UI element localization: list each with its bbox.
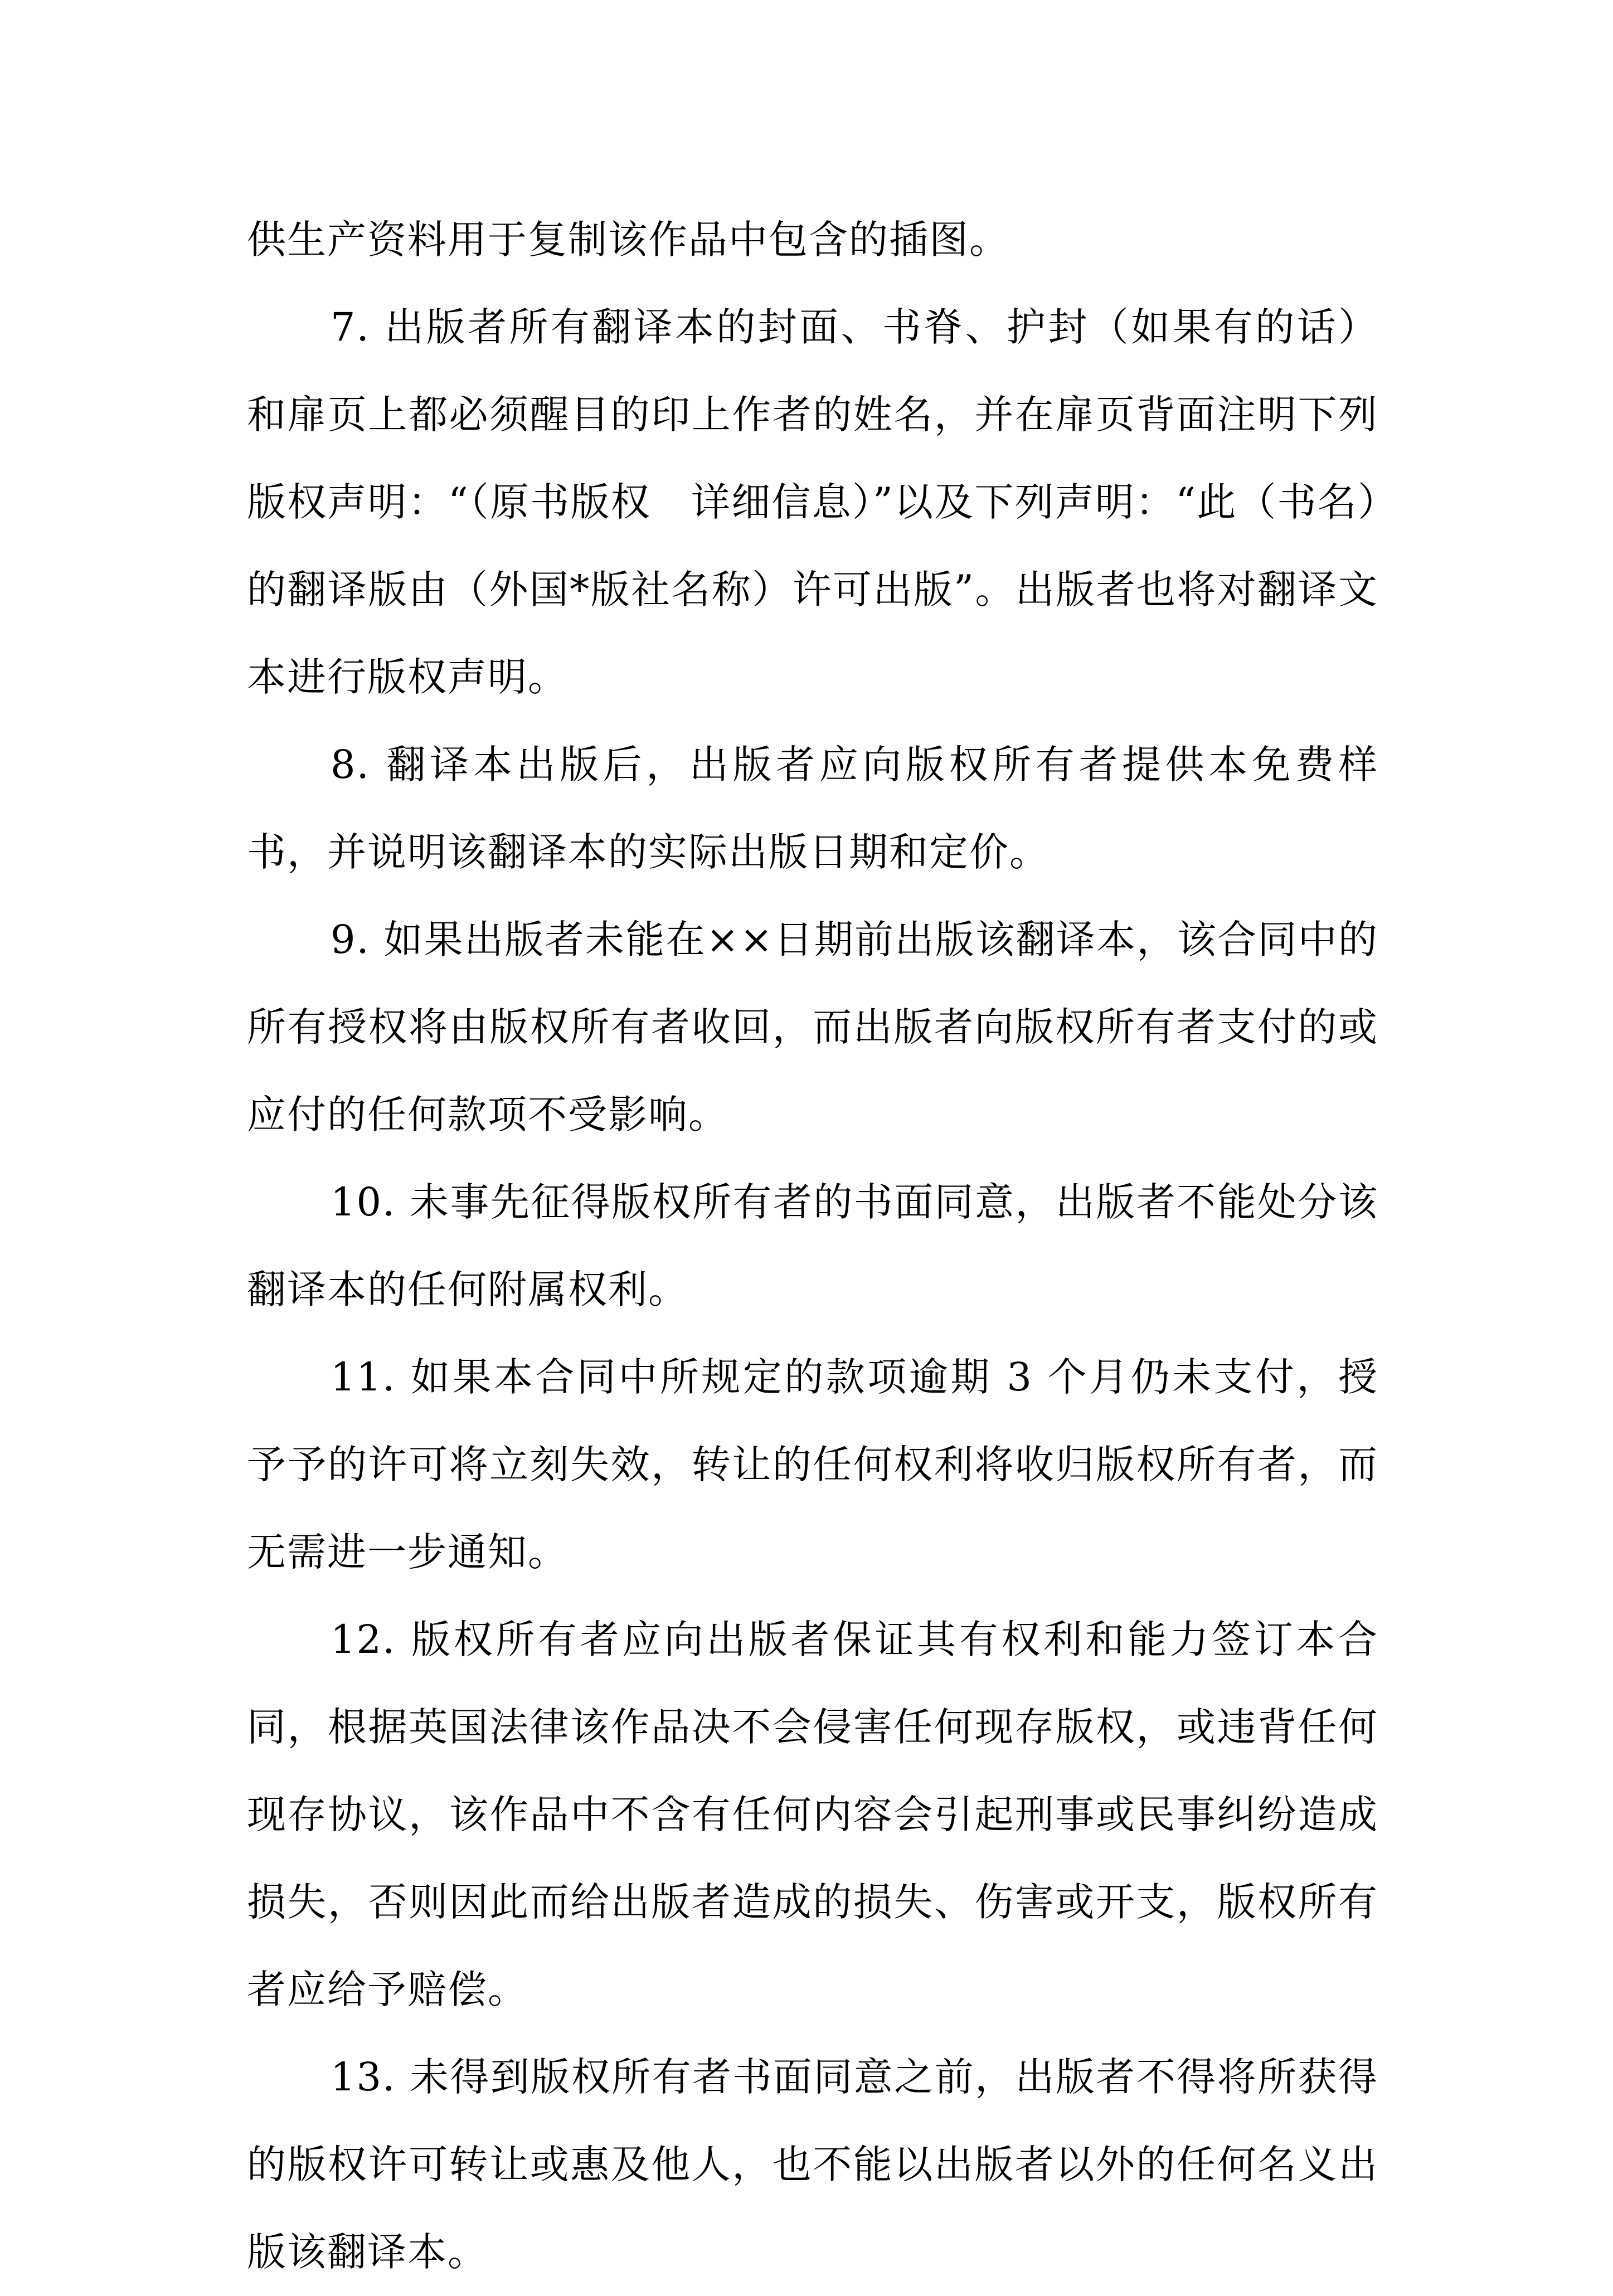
paragraph-continuation: 供生产资料用于复制该作品中包含的插图。 <box>247 217 1009 262</box>
clause-7: 7. 出版者所有翻译本的封面、书脊、护封（如果有的话）和扉页上都必须醒目的印上作者的姓名，并在扉页背面注明下列版权声明：“（原书版权 详细信息）”以及下列声明：“此（书名）的翻译版由（外国*版社名称）许可出版”。出版者也将对翻译文本进行版权声明。 <box>247 304 1378 700</box>
clause-11: 11. 如果本合同中所规定的款项逾期 3 个月仍未支付，授予予的许可将立刻失效，转让的任何权利将收归版权所有者，而无需进一步通知。 <box>247 1354 1378 1575</box>
clause-10: 10. 未事先征得版权所有者的书面同意，出版者不能处分该翻译本的任何附属权利。 <box>247 1179 1378 1312</box>
clause-13: 13. 未得到版权所有者书面同意之前，出版者不得将所获得的版权许可转让或惠及他人，也不能以出版者以外的任何名义出版该翻译本。 <box>247 2054 1378 2275</box>
clause-12: 12. 版权所有者应向出版者保证其有权利和能力签订本合同，根据英国法律该作品决不会侵害任何现存版权，或违背任何现存协议，该作品中不含有任何内容会引起刑事或民事纠纷造成损失，否则因此而给出版者造成的损失、伤害或开支，版权所有者应给予赔偿。 <box>247 1617 1378 2012</box>
clause-9: 9. 如果出版者未能在××日期前出版该翻译本，该合同中的所有授权将由版权所有者收回，而出版者向版权所有者支付的或应付的任何款项不受影响。 <box>247 917 1378 1137</box>
clause-8: 8. 翻译本出版后，出版者应向版权所有者提供本免费样书，并说明该翻译本的实际出版日期和定价。 <box>247 742 1378 875</box>
document-page <box>247 196 1378 2296</box>
